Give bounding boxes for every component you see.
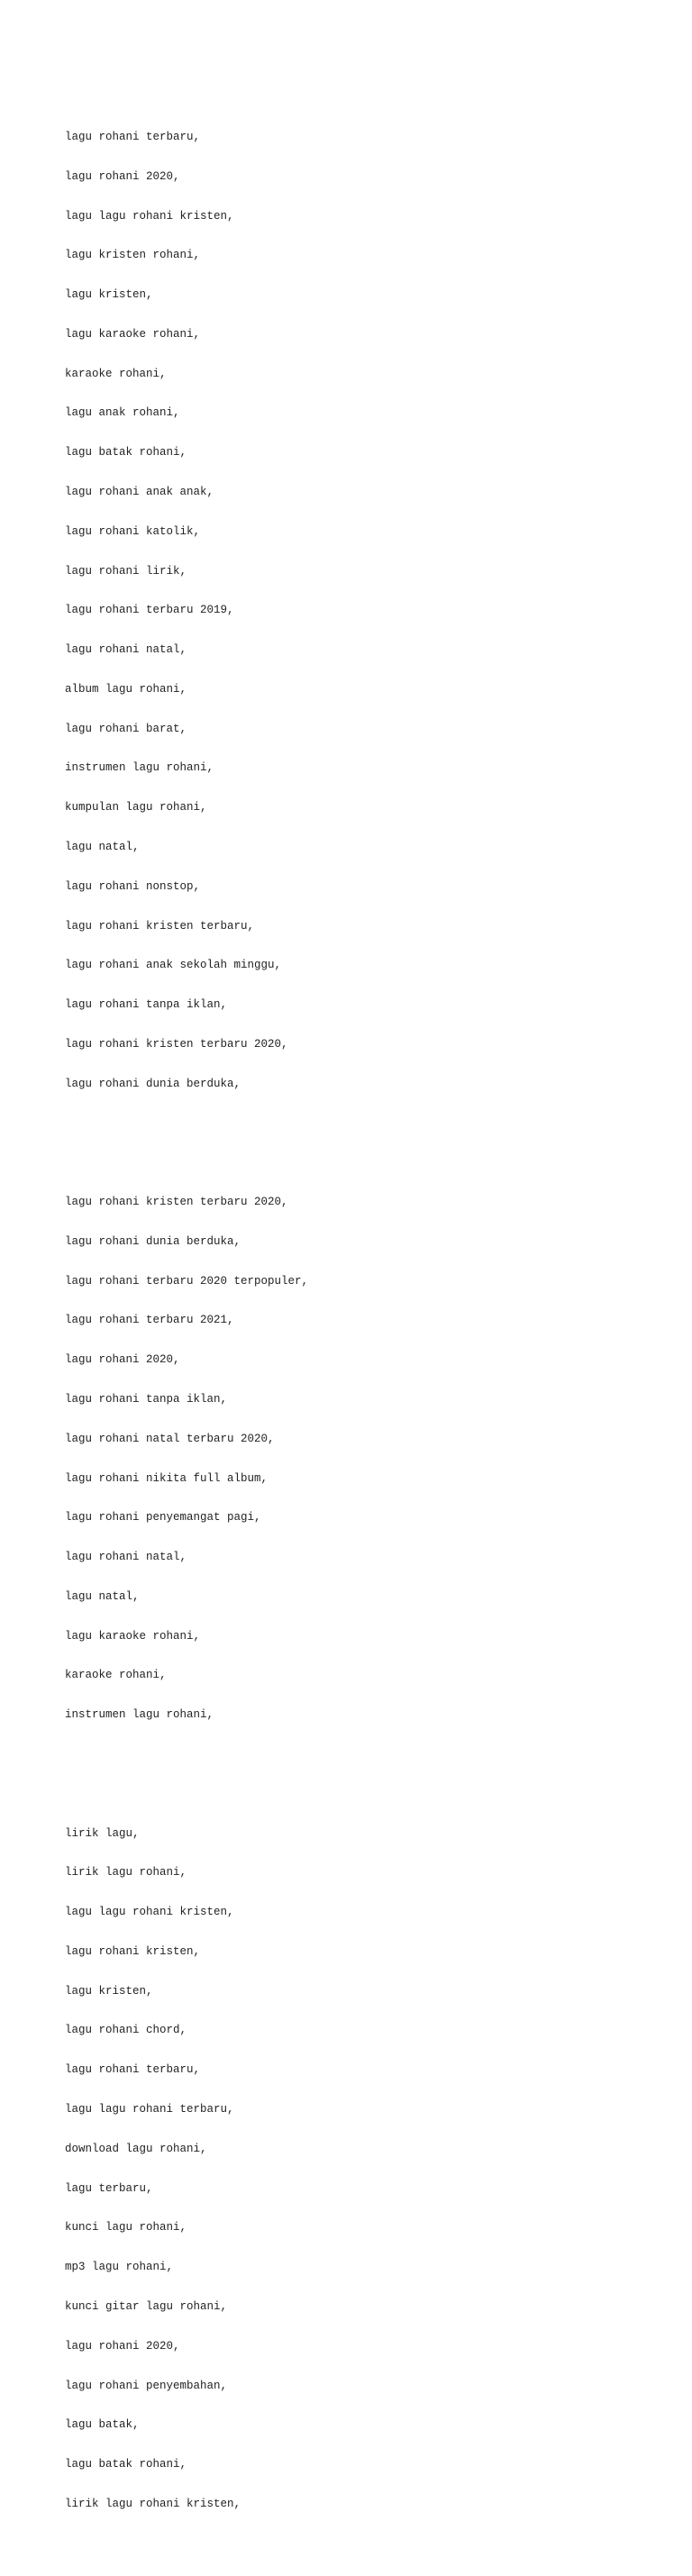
- keyword-line: lagu rohani tanpa iklan,: [65, 1392, 228, 1406]
- keyword-line: lagu rohani kristen terbaru 2020,: [65, 1196, 288, 1209]
- keyword-line: kunci gitar lagu rohani,: [65, 2299, 228, 2313]
- keyword-line: instrumen lagu rohani,: [65, 1708, 214, 1722]
- keyword-line: lagu rohani penyembahan,: [65, 2379, 228, 2392]
- keyword-line: lagu kristen rohani,: [65, 249, 201, 262]
- keyword-line: karaoke rohani,: [65, 1669, 167, 1682]
- keyword-line: lagu rohani 2020,: [65, 169, 180, 183]
- keyword-line: lagu karaoke rohani,: [65, 1629, 201, 1643]
- keyword-line: lagu rohani katolik,: [65, 524, 201, 538]
- keyword-line: lagu rohani terbaru,: [65, 2063, 201, 2077]
- keyword-line: lagu rohani tanpa iklan,: [65, 998, 228, 1012]
- keyword-line: lagu rohani 2020,: [65, 2339, 180, 2353]
- keyword-line: lagu rohani chord,: [65, 2024, 187, 2037]
- keyword-section-2: [65, 1170, 624, 1748]
- keyword-line: lirik lagu rohani kristen,: [65, 2497, 241, 2510]
- keyword-line: lagu rohani kristen,: [65, 1944, 201, 1958]
- keyword-line: lagu rohani terbaru 2019,: [65, 604, 234, 617]
- keyword-line: lirik lagu rohani,: [65, 1866, 187, 1880]
- keyword-line: lagu batak,: [65, 2418, 140, 2432]
- keyword-line: lagu rohani 2020,: [65, 1353, 180, 1367]
- keyword-line: lagu rohani nonstop,: [65, 879, 201, 893]
- keyword-line: lagu rohani dunia berduka,: [65, 1077, 241, 1090]
- keyword-line: lagu terbaru,: [65, 2181, 153, 2195]
- keyword-line: lagu batak rohani,: [65, 446, 187, 460]
- keyword-line: kumpulan lagu rohani,: [65, 801, 207, 815]
- keyword-line: lagu lagu rohani terbaru,: [65, 2103, 234, 2116]
- keyword-line: instrumen lagu rohani,: [65, 761, 214, 775]
- keyword-line: lagu lagu rohani kristen,: [65, 209, 234, 223]
- keyword-line: lagu rohani anak sekolah minggu,: [65, 959, 282, 972]
- keyword-line: lagu rohani lirik,: [65, 564, 187, 578]
- keyword-line: lagu rohani barat,: [65, 722, 187, 735]
- keyword-line: mp3 lagu rohani,: [65, 2261, 174, 2274]
- keyword-line: download lagu rohani,: [65, 2142, 207, 2155]
- keyword-line: lagu rohani penyemangat pagi,: [65, 1511, 261, 1525]
- keyword-line: lagu natal,: [65, 841, 140, 854]
- keyword-line: lagu rohani terbaru,: [65, 130, 201, 143]
- keyword-line: lirik lagu,: [65, 1826, 140, 1840]
- keyword-line: lagu kristen,: [65, 1984, 153, 1998]
- keyword-line: karaoke rohani,: [65, 367, 167, 380]
- keyword-line: album lagu rohani,: [65, 682, 187, 696]
- keyword-line: lagu rohani kristen terbaru,: [65, 919, 255, 933]
- keyword-section-3: [65, 1800, 624, 2536]
- keyword-line: lagu karaoke rohani,: [65, 327, 201, 341]
- keyword-section-1: [65, 105, 624, 1117]
- keyword-line: lagu rohani terbaru 2021,: [65, 1314, 234, 1327]
- keyword-line: lagu rohani natal,: [65, 643, 187, 657]
- keyword-line: lagu anak rohani,: [65, 406, 180, 420]
- keyword-line: lagu rohani natal terbaru 2020,: [65, 1432, 275, 1445]
- keyword-line: lagu rohani terbaru 2020 terpopuler,: [65, 1274, 309, 1288]
- keyword-line: lagu batak rohani,: [65, 2458, 187, 2471]
- keyword-line: lagu rohani natal,: [65, 1551, 187, 1564]
- keyword-line: lagu natal,: [65, 1589, 140, 1603]
- keyword-list: [65, 65, 624, 2576]
- keyword-line: lagu kristen,: [65, 288, 153, 302]
- keyword-line: lagu rohani kristen terbaru 2020,: [65, 1037, 288, 1051]
- keyword-line: lagu rohani anak anak,: [65, 486, 214, 498]
- keyword-line: lagu lagu rohani kristen,: [65, 1906, 234, 1919]
- keyword-line: kunci lagu rohani,: [65, 2221, 187, 2235]
- keyword-line: lagu rohani nikita full album,: [65, 1471, 269, 1485]
- keyword-line: lagu rohani dunia berduka,: [65, 1234, 241, 1248]
